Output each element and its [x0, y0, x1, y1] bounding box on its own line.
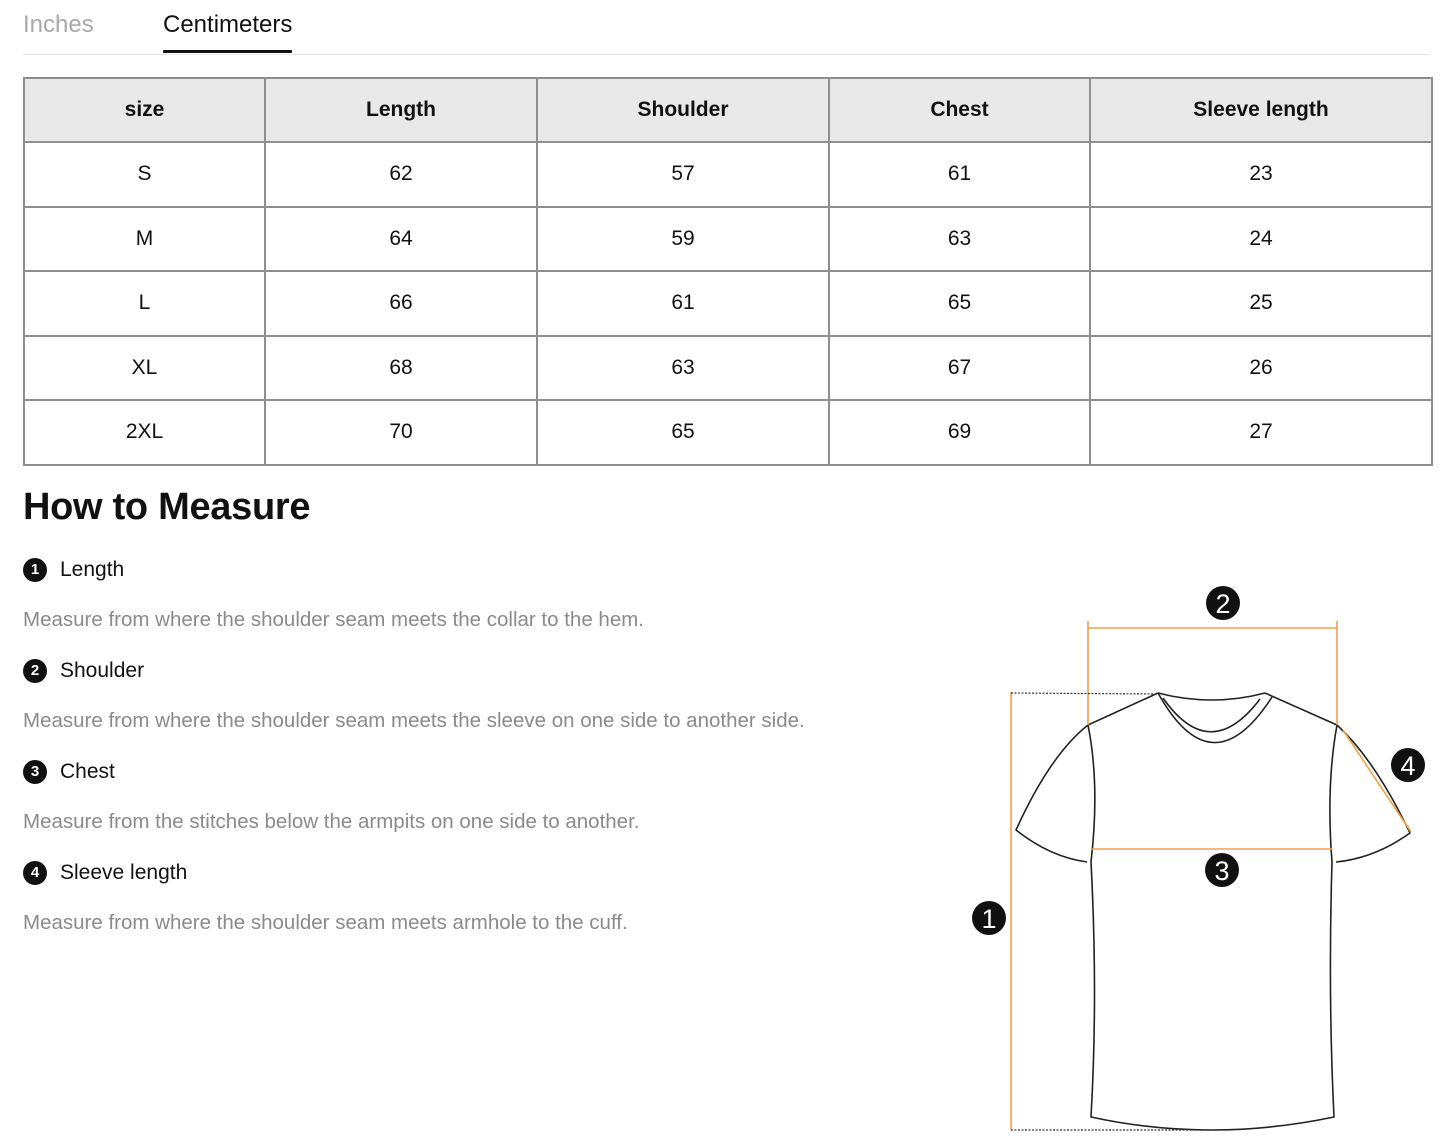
step-chest-heading [23, 759, 115, 785]
number-1-icon: 1 [23, 558, 47, 582]
step-sleeve-length-description: Measure from where the shoulder seam meets armhole to the cuff. [23, 911, 628, 934]
step-chest-description: Measure from the stitches below the armpits on one side to another. [23, 810, 640, 833]
step-label: Length [60, 558, 125, 581]
size-table [23, 77, 1433, 466]
cell-chest: 63 [829, 207, 1090, 272]
guide-dotted-lines [1011, 693, 1210, 1130]
number-4-icon: 4 [23, 861, 47, 885]
step-label: Chest [60, 760, 115, 783]
cell-length: 66 [265, 271, 537, 336]
step-sleeve-length-heading [23, 860, 187, 886]
svg-text:4: 4 [1400, 751, 1416, 781]
cell-chest: 65 [829, 271, 1090, 336]
cell-size: 2XL [24, 400, 265, 465]
table-header-row [24, 78, 1432, 142]
cell-size: L [24, 271, 265, 336]
header-shoulder: Shoulder [537, 78, 829, 142]
cell-chest: 67 [829, 336, 1090, 401]
header-sleeve-length: Sleeve length [1090, 78, 1432, 142]
table-row [24, 336, 1432, 401]
cell-shoulder: 65 [537, 400, 829, 465]
cell-size: S [24, 142, 265, 207]
step-label: Sleeve length [60, 861, 188, 884]
cell-sleeve-length: 26 [1090, 336, 1432, 401]
tshirt-diagram [960, 575, 1440, 1140]
tab-inches[interactable]: Inches [23, 11, 94, 38]
how-to-measure-title: How to Measure [23, 486, 311, 528]
step-label: Shoulder [60, 659, 145, 682]
cell-length: 64 [265, 207, 537, 272]
step-length-heading [23, 557, 124, 583]
table-row [24, 271, 1432, 336]
tab-centimeters[interactable]: Centimeters [163, 10, 292, 52]
number-3-icon: 3 [23, 760, 47, 784]
cell-shoulder: 57 [537, 142, 829, 207]
header-size: size [24, 78, 265, 142]
svg-text:1: 1 [981, 904, 997, 934]
step-shoulder-description: Measure from where the shoulder seam meets the sleeve on one side to another side. [23, 709, 805, 732]
cell-chest: 69 [829, 400, 1090, 465]
step-length-description: Measure from where the shoulder seam meets the collar to the hem. [23, 608, 644, 631]
header-chest: Chest [829, 78, 1090, 142]
unit-tabs [23, 0, 1430, 55]
cell-length: 70 [265, 400, 537, 465]
cell-sleeve-length: 25 [1090, 271, 1432, 336]
cell-sleeve-length: 27 [1090, 400, 1432, 465]
marker-2-icon [1206, 586, 1240, 620]
cell-size: XL [24, 336, 265, 401]
svg-text:3: 3 [1214, 856, 1230, 886]
cell-sleeve-length: 24 [1090, 207, 1432, 272]
marker-4-icon [1391, 748, 1425, 782]
cell-shoulder: 59 [537, 207, 829, 272]
step-shoulder-heading [23, 658, 144, 684]
cell-length: 62 [265, 142, 537, 207]
cell-sleeve-length: 23 [1090, 142, 1432, 207]
table-row [24, 207, 1432, 272]
table-row [24, 400, 1432, 465]
svg-text:2: 2 [1215, 589, 1231, 619]
header-length: Length [265, 78, 537, 142]
cell-shoulder: 63 [537, 336, 829, 401]
number-2-icon: 2 [23, 659, 47, 683]
cell-chest: 61 [829, 142, 1090, 207]
marker-1-icon [972, 901, 1006, 935]
cell-size: M [24, 207, 265, 272]
cell-length: 68 [265, 336, 537, 401]
cell-shoulder: 61 [537, 271, 829, 336]
table-row [24, 142, 1432, 207]
tshirt-outline-icon [1016, 693, 1410, 1130]
marker-3-icon [1205, 853, 1239, 887]
